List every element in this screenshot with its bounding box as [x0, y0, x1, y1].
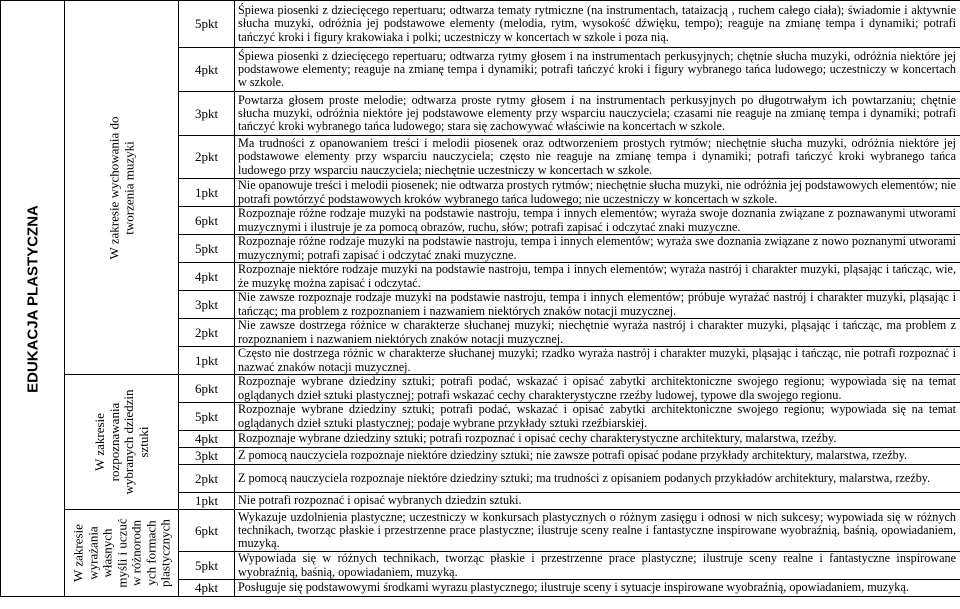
points-cell: 4pkt — [179, 431, 235, 448]
points-cell: 2pkt — [179, 136, 235, 179]
criteria-text: Rozpoznaje wybrane dziedziny sztuki; potrafi podać, wskazać i opisać zabytki architektoniczne swojego regionu; wypowiada się na temat oglądanych dzieł sztuki plastycznej; podaje wybrane przykłady sztuki rzeźbiarskiej. — [235, 403, 960, 431]
criteria-text: Rozpoznaje różne rodzaje muzyki na podstawie nastroju, tempa i innych elementów; wyraża swoje doznania związane z poznawanymi utworami muzycznymi i ilustruje je za pomocą obrazów, ruchu, słów; potrafi zapisać i odczytać znaki muzyczne. — [235, 207, 960, 235]
criteria-text: Nie opanowuje treści i melodii piosenek; nie odtwarza prostych rytmów; niechętnie słucha muzyki, nie odróżnia jej podstawowych elementów; nie potrafi powtórzyć podstawowych kroków wybranego tańca ludowego; nie uczestniczy w koncertach w szkole. — [235, 179, 960, 207]
points-cell: 1pkt — [179, 347, 235, 375]
criteria-text: Często nie dostrzega różnic w charakterze słuchanej muzyki; rzadko wyraża nastrój i charakter muzyki, pląsając i tańcząc, nie potrafi rozpoznać i nazwać znaków notacji muzycznej. — [235, 347, 960, 375]
criteria-text: Rozpoznaje wybrane dziedziny sztuki; potrafi podać, wskazać i opisać zabytki architektoniczne swojego regionu; wypowiada się na temat oglądanych dzieł sztuki plastycznej; potrafi wskazać cechy charakterystyczne rzeźby ludowej, typowe dla swojego regionu. — [235, 375, 960, 403]
points-cell: 1pkt — [179, 493, 235, 510]
points-cell: 5pkt — [179, 552, 235, 580]
points-cell: 6pkt — [179, 375, 235, 403]
criteria-text: Rozpoznaje różne rodzaje muzyki na podstawie nastroju, tempa i innych elementów; wyraża swe doznania związane z nowo poznanymi utworami muzycznymi; potrafi zapisać i odczytać znaki muzyczne. — [235, 235, 960, 263]
criteria-text: Rozpoznaje niektóre rodzaje muzyki na podstawie nastroju, tempa i innych elementów; wyraża nastrój i charakter muzyki, pląsając i tańcząc, wie, że muzykę można zapisać i odczytać. — [235, 263, 960, 291]
points-cell: 1pkt — [179, 179, 235, 207]
criteria-text: Posługuje się podstawowymi środkami wyrazu plastycznego; ilustruje sceny i sytuacje inspirowane wyobraźnią, opowiadaniem, muzyką. — [235, 580, 960, 597]
criteria-text: Nie zawsze rozpoznaje rodzaje muzyki na podstawie nastroju, tempa i innych elementów; próbuje wyrażać nastrój i charakter muzyki, pląsając i tańcząc; ma problem z rozpoznaniem i nazwaniem niektórych znaków notacji muzycznej. — [235, 291, 960, 319]
points-cell: 4pkt — [179, 48, 235, 92]
points-cell: 3pkt — [179, 448, 235, 465]
section-title: EDUKACJA PLASTYCZNA — [24, 204, 41, 393]
criteria-text: Nie potrafi rozpoznać i opisać wybranych dziedzin sztuki. — [235, 493, 960, 510]
criteria-text: Z pomocą nauczyciela rozpoznaje niektóre dziedziny sztuki; nie zawsze potrafi opisać podane przykłady architektury, malarstwa, rzeźby. — [235, 448, 960, 465]
points-cell: 3pkt — [179, 291, 235, 319]
points-cell: 4pkt — [179, 263, 235, 291]
group-title-cell — [65, 1, 179, 375]
criteria-text: Nie zawsze dostrzega różnice w charakterze słuchanej muzyki; niechętnie wyraża nastrój i charakter muzyki, pląsając i tańcząc, ma problem z rozpoznaniem i nazwaniem niektórych znaków notacji muzycznej. — [235, 319, 960, 347]
points-cell: 6pkt — [179, 510, 235, 552]
criteria-text: Śpiewa piosenki z dziecięcego repertuaru; odtwarza rytmy głosem i na instrumentach perkusyjnych; chętnie słucha muzyki, odróżnia niektóre jej podstawowe elementy; reaguje na zmianę tempa i dynamiki; potrafi tańczyć kroki i figury wybranego tańca ludowego; uczestniczy w koncertach w szkole. — [235, 48, 960, 92]
points-cell: 3pkt — [179, 92, 235, 136]
points-cell: 2pkt — [179, 465, 235, 493]
points-cell: 5pkt — [179, 403, 235, 431]
criteria-text: Ma trudności z opanowaniem treści i melodii piosenek oraz odtworzeniem prostych rytmów; niechętnie słucha muzyki, odróżnia niektóre jej podstawowe elementy przy wsparciu nauczyciela; często nie reaguje na zmianę tempa i dynamiki; potrafi tańczyć kroki wybranego tańca ludowego przy wsparciu nauczyciela; niechętnie uczestniczy w koncertach w szkole. — [235, 136, 960, 179]
points-cell: 4pkt — [179, 580, 235, 597]
points-cell: 6pkt — [179, 207, 235, 235]
group-title-cell — [65, 375, 179, 510]
points-cell: 2pkt — [179, 319, 235, 347]
criteria-text: Rozpoznaje wybrane dziedziny sztuki; potrafi rozpoznać i opisać cechy charakterystyczne architektury, malarstwa, rzeźby. — [235, 431, 960, 448]
points-cell: 5pkt — [179, 1, 235, 48]
criteria-text: Wykazuje uzdolnienia plastyczne; uczestniczy w konkursach plastycznych o różnym zasięgu i odnosi w nich sukcesy; wypowiada się w różnych technikach, tworząc płaskie i przestrzenne prace plastyczne; ilustruje sceny realne i fantastyczne inspirowane wyobraźnią, baśnią, opowiadaniem, muzyką. — [235, 510, 960, 552]
criteria-text: Powtarza głosem proste melodie; odtwarza proste rytmy głosem i na instrumentach perkusyjnych po długotrwałym ich powtarzaniu; chętnie słucha muzyki, odróżnia niektóre jej podstawowe elementy przy wsparciu nauczyciela; czasami nie reaguje na zmianę tempa i dynamiki; potrafi tańczyć kroki wybranego tańca ludowego; stara się zachowywać właściwie na koncertach w szkole. — [235, 92, 960, 136]
group-title: W zakresie wychowania do tworzenia muzyki — [106, 115, 136, 260]
group-title-cell — [65, 510, 179, 597]
section-title-cell — [1, 1, 65, 597]
criteria-text: Śpiewa piosenki z dziecięcego repertuaru; odtwarza tematy rytmiczne (na instrumentach, tataizacją , ruchem całego ciała); świadomie i aktywnie słucha muzyki, odróżnia jej podstawowe elementy (melodia, rytm, wysokość dźwięku, tempo); reaguje na zmianę tempa i dynamiki; potrafi tańczyć kroki i figury krakowiaka i polki; uczestniczy w koncertach w szkole i poza nią. — [235, 1, 960, 48]
criteria-text: Wypowiada się w różnych technikach, tworząc płaskie i przestrzenne prace plastyczne; ilustruje sceny realne i fantastyczne inspirowane wyobraźnią, baśnią, opowiadaniem, muzyką. — [235, 552, 960, 580]
group-title: W zakresie wyrażania własnych myśli i uczuć w różnorodn ych formach plastycznych — [69, 518, 172, 588]
criteria-text: Z pomocą nauczyciela rozpoznaje niektóre dziedziny sztuki; ma trudności z opisaniem podanych przykładów architektury, malarstwa, rzeźby. — [235, 465, 960, 493]
group-title: W zakresie rozpoznawania wybranych dziedzin sztuki — [91, 389, 150, 495]
points-cell: 5pkt — [179, 235, 235, 263]
